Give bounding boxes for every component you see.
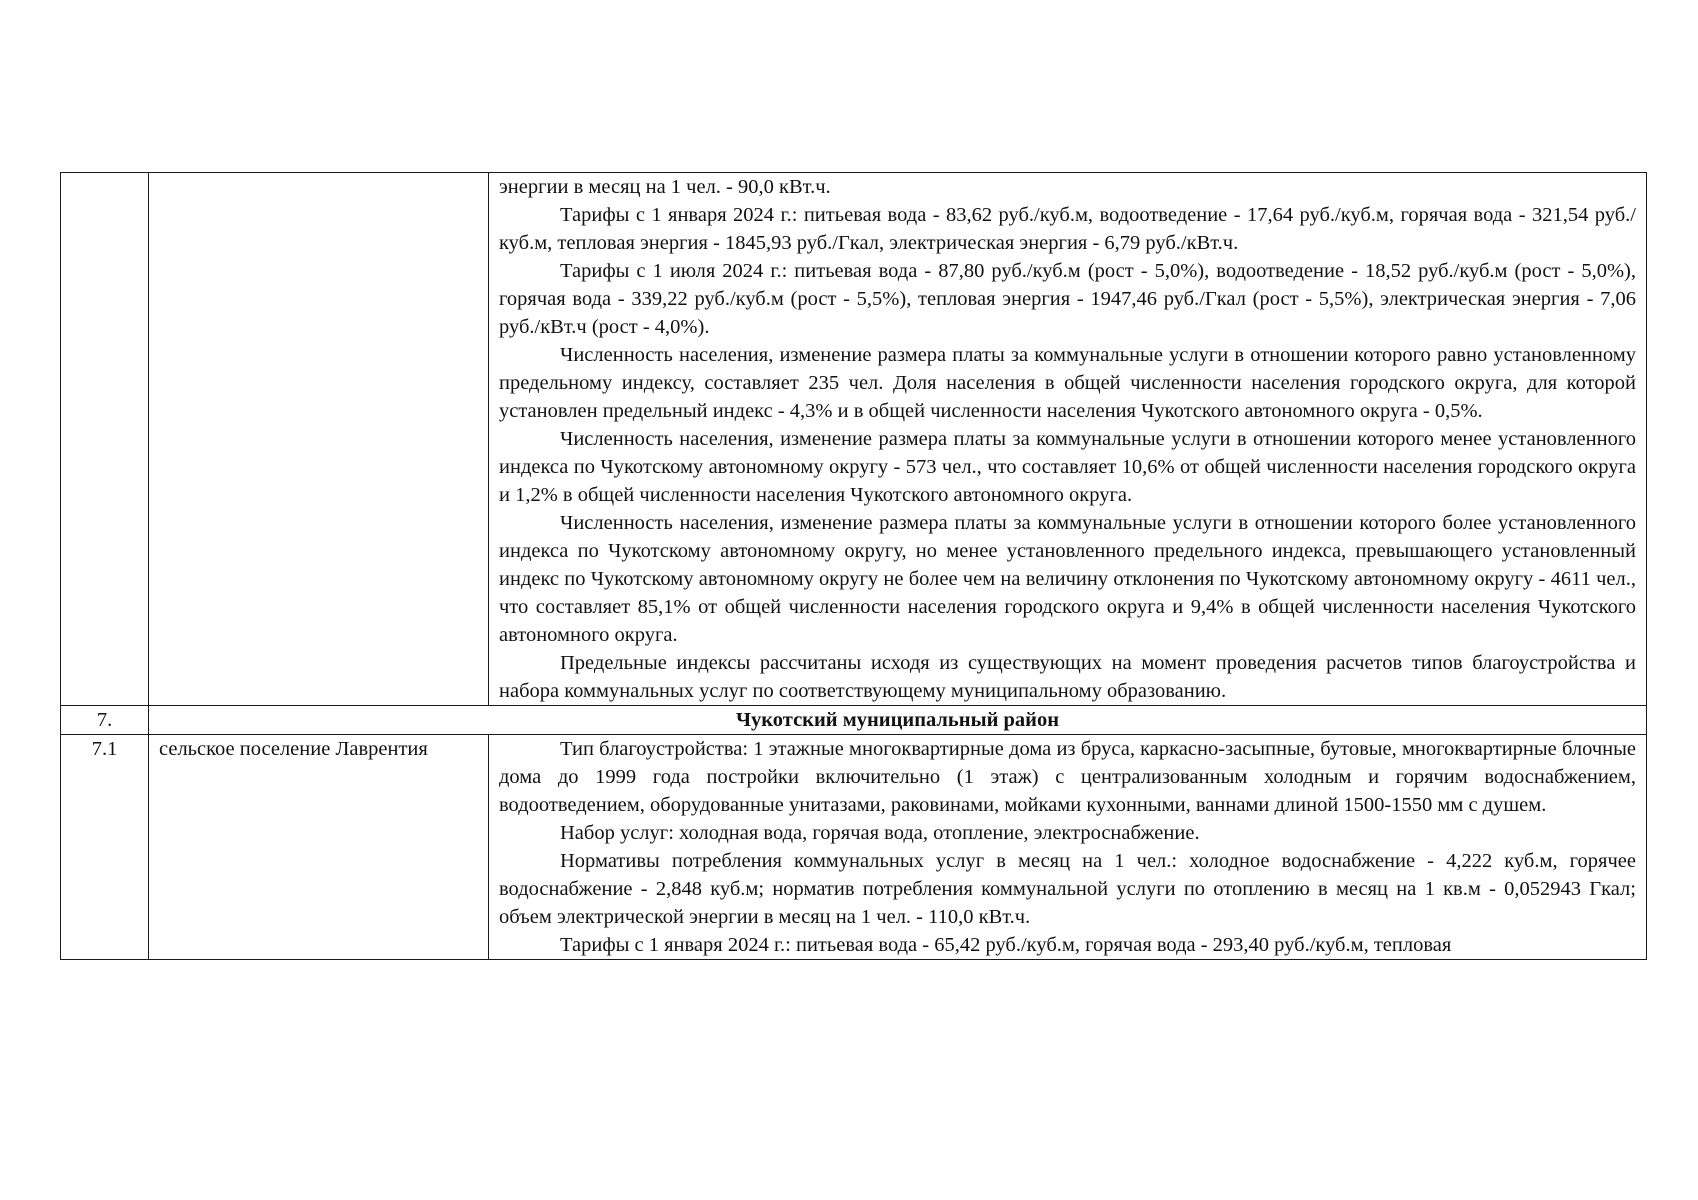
section-number-cell: 7. — [61, 706, 149, 735]
row-number-cell — [61, 173, 149, 706]
paragraph: Численность населения, изменение размера платы за коммунальные услуги в отношении которого более установленного индекса по Чукотскому автономному округу, но менее установленного предельного индекса, превышающего установленный индекс по Чукотскому автономному округу не более чем на величину отклонения по Чукотскому автономному округу - 4611 чел., что составляет 85,1% от общей численности населения городского округа и 9,4% в общей численности населения Чукотского автономного округа. — [499, 512, 1636, 646]
paragraph: энергии в месяц на 1 чел. - 90,0 кВт.ч. — [499, 176, 831, 198]
section-heading-row — [61, 706, 1647, 735]
municipality-name-cell: сельское поселение Лаврентия — [149, 735, 489, 960]
description-cell — [489, 173, 1647, 706]
municipality-name-cell — [149, 173, 489, 706]
paragraph: Тип благоустройства: 1 этажные многоквартирные дома из бруса, каркасно-засыпные, бутовые, многоквартирные блочные дома до 1999 года постройки включительно (1 этаж) с централизованным холодным и горячим водоснабжением, водоотведением, оборудованные унитазами, раковинами, мойками кухонными, ваннами длиной 1500-1550 мм с душем. — [499, 738, 1636, 816]
paragraph: Численность населения, изменение размера платы за коммунальные услуги в отношении которого менее установленного индекса по Чукотскому автономному округу - 573 чел., что составляет 10,6% от общей численности населения городского округа и 1,2% в общей численности населения Чукотского автономного округа. — [499, 428, 1636, 506]
paragraph: Тарифы с 1 июля 2024 г.: питьевая вода - 87,80 руб./куб.м (рост - 5,0%), водоотведение - 18,52 руб./куб.м (рост - 5,0%), горячая вода - 339,22 руб./куб.м (рост - 5,5%), тепловая энергия - 1947,46 руб./Гкал (рост - 5,5%), электрическая энергия - 7,06 руб./кВт.ч (рост - 4,0%). — [499, 260, 1636, 338]
table-row — [61, 173, 1647, 706]
paragraph: Предельные индексы рассчитаны исходя из существующих на момент проведения расчетов типов благоустройства и набора коммунальных услуг по соответствующему муниципальному образованию. — [499, 652, 1636, 702]
paragraph: Тарифы с 1 января 2024 г.: питьевая вода - 65,42 руб./куб.м, горячая вода - 293,40 руб./куб.м, тепловая — [560, 934, 1452, 956]
tariff-table — [60, 172, 1647, 960]
paragraph: Нормативы потребления коммунальных услуг в месяц на 1 чел.: холодное водоснабжение - 4,222 куб.м, горячее водоснабжение - 2,848 куб.м; норматив потребления коммунальной услуги по отоплению в месяц на 1 кв.м - 0,052943 Гкал; объем электрической энергии в месяц на 1 чел. - 110,0 кВт.ч. — [499, 850, 1636, 928]
section-heading: Чукотский муниципальный район — [149, 706, 1647, 735]
paragraph: Набор услуг: холодная вода, горячая вода, отопление, электроснабжение. — [560, 822, 1200, 844]
description-cell — [489, 735, 1647, 960]
row-number-cell: 7.1 — [61, 735, 149, 960]
paragraph: Тарифы с 1 января 2024 г.: питьевая вода - 83,62 руб./куб.м, водоотведение - 17,64 руб./куб.м, горячая вода - 321,54 руб./куб.м, тепловая энергия - 1845,93 руб./Гкал, электрическая энергия - 6,79 руб./кВт.ч. — [499, 204, 1636, 254]
table-row — [61, 735, 1647, 960]
paragraph: Численность населения, изменение размера платы за коммунальные услуги в отношении которого равно установленному предельному индексу, составляет 235 чел. Доля населения в общей численности населения городского округа, для которой установлен предельный индекс - 4,3% и в общей численности населения Чукотского автономного округа - 0,5%. — [499, 344, 1636, 422]
